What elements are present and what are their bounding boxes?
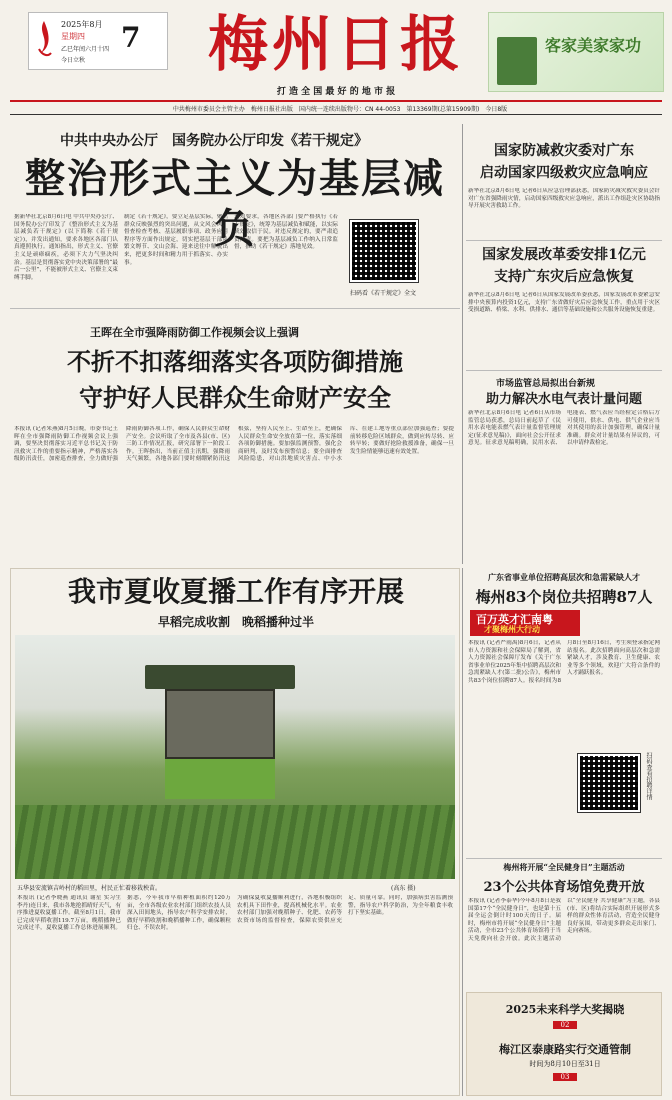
photo-seedlings: [165, 759, 275, 799]
second-article: [10, 310, 460, 566]
summer-subhead: 早稻完成收割 晚稻播种过半: [157, 615, 314, 629]
date-year-month: 2025年8月: [61, 20, 103, 29]
second-kicker: 王晖在全市强降雨防御工作视频会议上强调: [90, 326, 299, 339]
second-headline-2: 守护好人民群众生命财产安全: [79, 383, 391, 412]
sport-article: [466, 860, 662, 990]
meter-body: 新华社北京8月6日电 记者6日从市场监管总局获悉，总局日前起草了《民用水表电能表燃气表计量监督管理规定(征求意见稿)》，面向社会公开征求意见。征求意见稿明确，民用水表、电能表、燃气表应当经检定合格后方可使用，供水、供电、供气企业应当对其使用的表计加强管理，确保计量准确。群众对计量结果有异议的，可以申请仲裁检定。: [468, 410, 660, 447]
solar-term: 今日立秋: [61, 57, 86, 64]
summer-body-1: 本报讯 (记者李晓燕 通讯员 谢星 实习生 李丹)连日来，我市各地抢抓晴好天气，有序推进夏收夏播工作。截至8月1日，我市已完成早稻收割119.7万亩，晚稻播种已完成过半，夏收夏播工作总体进展顺利。据悉，今年我市早稻种植面积约120万亩，全市各级农业农村部门组织农技人员深入田间地头，指导农户科学安排农时，做好早稻收割和晚稻播种工作，确保颗粒归仓、不误农时。: [17, 895, 231, 932]
promo-page-2: 03: [553, 1073, 577, 1081]
promo-item-2-sub: 时间为8月10日至31日: [529, 1060, 601, 1068]
photo-caption: 五华县安流镇吉岭村的稻田里，村民正忙着移栽秧苗。: [17, 885, 162, 892]
lead-kicker: 中共中央办公厅 国务院办公厅印发《若干规定》: [60, 133, 368, 149]
banner-line-2: 才聚梅州大行动: [484, 624, 540, 634]
disaster-body: 新华社北京8月6日电 记者6日从应急管理部获悉，国家防灾减灾救灾委员会针对广东省强降雨灾情，启动国家四级救灾应急响应，派出工作组赴灾区协助指导开展灾害救助工作。: [468, 188, 660, 210]
summer-body-2: 为确保夏收夏播顺利进行，各地积极组织农机具下田作业，提高机械化水平。农业农村部门加强对晚稻种子、化肥、农药等农资市场的监督检查，保障农资供应充足、质量可靠。同时，加强病虫害监测预警，指导农户科学防治，为全年粮食丰收打下坚实基础。: [237, 895, 453, 924]
jobs-body: 本报讯 (记者严雨禹)8月6日，记者从市人力资源和社会保障局了解到，省人力资源社会保障厅发布《关于广东省事业单位2025年集中招聘高层次和急需紧缺人才(第二批)公告》，梅州市共83个岗位招聘87人。报名时间为8月8日至8月16日，考生须登录指定网站报名。此次招聘面向高层次和急需紧缺人才，涉及教育、卫生健康、农业等多个领域，欢迎广大符合条件的人才踊跃报名。: [468, 640, 660, 684]
disaster-headline-2: 启动国家四级救灾应急响应: [480, 165, 648, 181]
sport-body: 本报讯 (记者李泰华)今年8月8日是我国第17个“全民健身日”，也是第十五届全运会倒计时100天的日子。届时，梅州市将开展“全民健身日”主题活动，全市23个公共体育场馆将于当天免费向社会开放。此次主题活动以“全民健身 共享健康”为主题，各县(市、区)将结合实际组织开展形式多样的群众性体育活动，营造全民健身良好氛围，带动更多群众走出家门、走向赛场。: [468, 898, 660, 942]
second-body: 本报讯 (记者朱燕)8月5日晚，市委书记王晖在全市强降雨防御工作视频会议上强调，要坚决贯彻落实习近平总书记关于防汛救灾工作的重要指示精神，严格落实各级防汛责任，加密巡查排查，全力做好强降雨防御各项工作，确保人民群众生命财产安全。会议听取了全市及各县(市、区)三防工作情况汇报，研究部署下一阶段工作。王晖指出，当前正值主汛期，强降雨天气频繁，各地各部门要时刻绷紧防汛这根弦，坚持人民至上、生命至上，把确保人民群众生命安全放在第一位，落实落细各项防御措施。要加强监测预警，强化会商研判，及时发布预警信息；要全面排查风险隐患，对山洪地质灾害点、中小水库、在建工地等重点部位加强巡查；要提前转移危险区域群众，做到应转尽转、应转早转；要做好抢险救援准备，确保一旦发生险情能够迅速有效处置。: [14, 426, 454, 463]
jobs-qr-code[interactable]: [578, 754, 640, 812]
newspaper-title: 梅州日报: [208, 10, 464, 80]
ad-banner: [488, 12, 664, 92]
sport-kicker: 梅州将开展“全民健身日”主题活动: [503, 862, 625, 872]
banner-line-1: 百万英才汇南粤: [476, 613, 553, 626]
masthead: [0, 0, 672, 120]
slogan: 打 造 全 国 最 好 的 地 市 报: [276, 87, 396, 97]
lead-qr-code[interactable]: [350, 220, 418, 282]
day-number: 7: [121, 21, 141, 54]
disaster-headline-1: 国家防减救灾委对广东: [494, 143, 634, 159]
jobs-qr-caption: 扫码查看招聘详情: [645, 752, 652, 800]
ndrc-headline-2: 支持广东灾后应急恢复: [494, 269, 634, 285]
lead-body-col2: 制定《若干规定》，要立足基层实际，聚焦群众反映强烈的突出问题，从文风会风、督查检查考核、基层履职事项、政务应用程序等方面作出规定，切实把基层干部从繁文缛节、文山会海、迎来送往中解脱出来，把更多时间和精力用于抓落实、办实事。: [124, 214, 228, 266]
summer-headline: 我市夏收夏播工作有序开展: [67, 575, 404, 608]
logo-icon: [33, 19, 55, 63]
jobs-banner: [470, 610, 580, 636]
harvest-photo: [15, 635, 455, 879]
sport-headline: 23个公共体育场馆免费开放: [483, 880, 645, 895]
lunar-date: 乙巳年闰六月十四: [61, 46, 110, 53]
photo-credit: (高东 摄): [391, 885, 416, 892]
photo-shade-roof: [145, 665, 295, 689]
ad-slogan: 客家美家家功: [545, 36, 642, 55]
promo-box: [466, 992, 662, 1096]
meter-article: [466, 372, 662, 568]
product-image: [497, 37, 537, 85]
photo-field: [15, 805, 455, 879]
second-headline-1: 不折不扣落细落实各项防御措施: [67, 347, 403, 376]
meter-kicker: 市场监管总局拟出台新规: [496, 379, 596, 389]
lead-body-col1: 据新华社北京8月6日电 中共中央办公厅、国务院办公厅印发了《整治形式主义为基层减负若干规定》(以下简称《若干规定》)，并发出通知，要求各地区各部门认真遵照执行。通知指出，形式主义、官僚主义是顽瘴痼疾，必须下大力气坚决纠治。基层是贯彻落实党中央决策部署的“最后一公里”，不能被形式主义、官僚主义束缚手脚。: [14, 214, 118, 281]
meter-headline: 助力解决水电气表计量问题: [485, 392, 642, 407]
jobs-article: [466, 570, 662, 856]
ndrc-headline-1: 国家发展改革委安排1亿元: [482, 247, 646, 263]
lead-headline: 整治形式主义为基层减负: [25, 155, 445, 252]
jobs-kicker: 广东省事业单位招聘高层次和急需紧缺人才: [488, 572, 640, 582]
photo-tractor: [165, 689, 275, 759]
lead-qr-caption: 扫码看《若干规定》全文: [350, 290, 417, 297]
promo-page-1: 02: [553, 1021, 577, 1029]
weekday: 星期四: [61, 32, 85, 41]
masthead-subinfo: 中共梅州市委员会主管主办 梅州日报社出版 国内统一连续出版物号：CN 44-0053 第13369期(总第15909期) 今日8版: [172, 106, 508, 113]
promo-item-1[interactable]: 2025未来科学大奖揭晓: [505, 1003, 625, 1016]
lead-article: [10, 120, 460, 305]
promo-item-2[interactable]: 梅江区泰康路实行交通管制: [499, 1043, 631, 1056]
summer-article: [10, 568, 460, 1096]
jobs-headline: 梅州83个岗位共招聘87人: [475, 588, 653, 606]
date-box: [28, 12, 168, 70]
ndrc-body: 新华社北京8月6日电 记者6日从国家发展改革委获悉，国家发展改革委紧急安排中央预算内投资1亿元，支持广东省做好灾后应急恢复工作，重点用于灾区受损道路、桥梁、水利、供排水、通信等基础设施和公共服务设施恢复重建。: [468, 292, 660, 314]
lead-body-col3: 通知要求，各地区各部门要严格执行《若干规定》，统筹为基层减负和赋能，以实际成效取信于民。对违反规定的，要严肃追责问责。要把为基层减负工作纳入日常监督，推动《若干规定》落地见效。: [234, 214, 338, 251]
